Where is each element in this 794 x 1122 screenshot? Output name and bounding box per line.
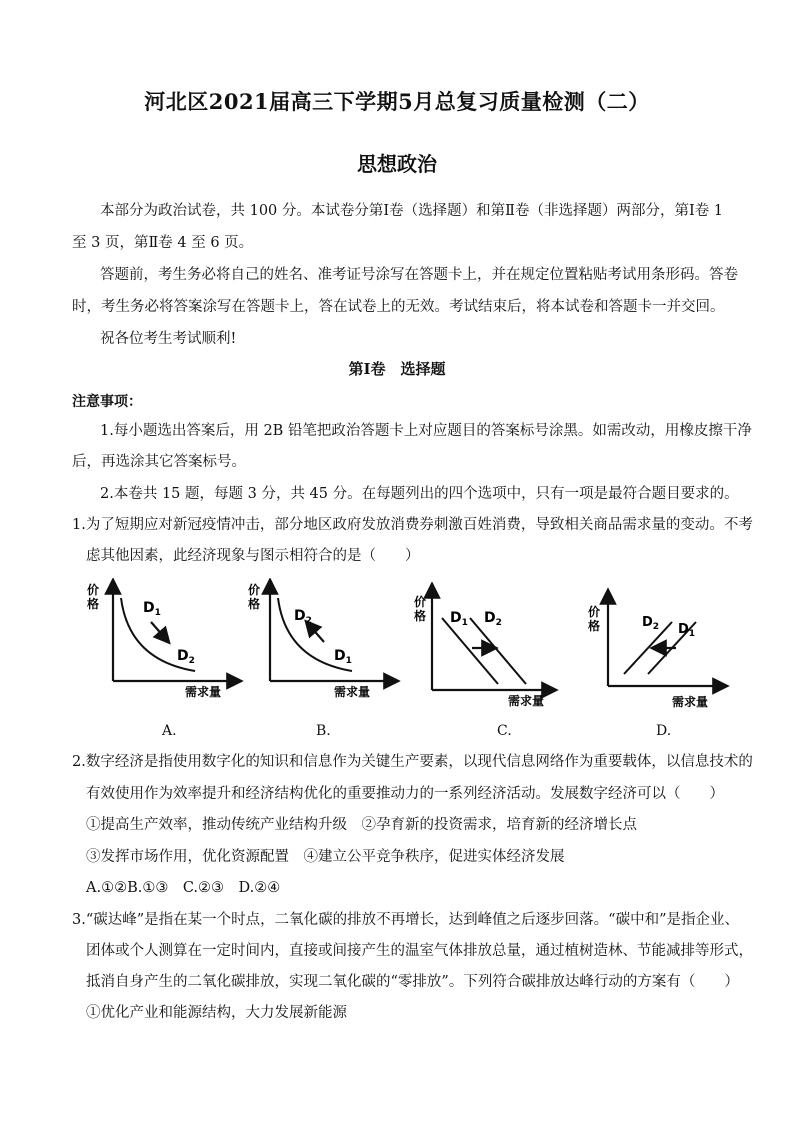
intro-paragraph-1-line-2: 至 3 页，第Ⅱ卷 4 至 6 页。 — [72, 235, 254, 251]
note-2: 2.本卷共 15 题，每题 3 分，共 45 分。在每题列出的四个选项中，只有一项是最符合题目要求的。 — [100, 486, 739, 502]
curve-label-2: $D_1$ — [678, 622, 696, 639]
y-axis-label-bottom: 格 — [414, 609, 427, 623]
curve-label-2: $D_2$ — [484, 610, 502, 628]
exam-title: 河北区2021届高三下学期5月总复习质量检测（二） — [144, 89, 650, 114]
y-axis-label-bottom: 格 — [588, 619, 601, 633]
y-axis-label-top: 价 — [414, 595, 427, 609]
notes-label: 注意事项： — [72, 394, 142, 410]
q3-line-2: 团体或个人测算在一定时间内，直接或间接产生的温室气体排放总量，通过植树造林、节能减排等形式， — [86, 943, 753, 959]
shift-arrow — [151, 622, 165, 638]
graph-b — [242, 578, 412, 698]
q2-options-line-1: ①提高生产效率，推动传统产业结构升级 ②孕育新的投资需求，培育新的经济增长点 — [86, 817, 637, 833]
curve-label-2: $D_1$ — [334, 648, 352, 666]
section-title: 第Ⅰ卷 选择题 — [348, 360, 446, 378]
q2-line-1: 2.数字经济是指使用数字化的知识和信息作为关键生产要素，以现代信息网络作为重要载体，以信息技术的 — [72, 754, 753, 770]
y-axis-label-top: 价 — [588, 605, 601, 619]
q2-choices: A.①②B.①③ C.②③ D.②④ — [86, 880, 281, 896]
q3-line-1: 3.“碳达峰”是指在某一个时点，二氧化碳的排放不再增长，达到峰值之后逐步回落。“碳中和”是指企业、 — [72, 912, 739, 928]
demand-line-1 — [442, 618, 498, 684]
x-axis-label: 需求量 — [185, 685, 222, 698]
graph-a — [85, 578, 255, 698]
graph-b-option: B. — [316, 723, 331, 739]
y-axis-label-bottom: 格 — [248, 597, 261, 611]
x-axis-label: 需求量 — [334, 685, 371, 698]
curve-label-1: $D_1$ — [450, 610, 468, 628]
note-1-line-1: 1.每小题选出答案后，用 2B 铅笔把政治答题卡上对应题目的答案标号涂黑。如需改动，用橡皮擦干净 — [100, 423, 752, 439]
q2-options-line-2: ③发挥市场作用，优化资源配置 ④建立公平竞争秩序，促进实体经济发展 — [86, 849, 565, 865]
q3-option-1: ①优化产业和能源结构，大力发展新能源 — [86, 1005, 347, 1021]
intro-paragraph-2-line-2: 时，考生务必将答案涂写在答题卡上，答在试卷上的无效。考试结束后，将本试卷和答题卡一并交回。 — [72, 299, 725, 315]
note-1-line-2: 后，再选涂其它答案标号。 — [72, 454, 246, 470]
curve-label-2: $D_2$ — [177, 648, 195, 666]
q1-line-2: 虑其他因素，此经济现象与图示相符合的是（ ） — [86, 548, 420, 564]
curve-label-1: $D_1$ — [143, 600, 161, 618]
shift-arrow — [310, 626, 324, 642]
y-axis-label-bottom: 格 — [87, 597, 100, 611]
graph-a-option: A. — [162, 723, 177, 739]
graph-c-option: C. — [497, 723, 512, 739]
y-axis-label-top: 价 — [87, 583, 100, 597]
intro-paragraph-3: 祝各位考生考试顺利! — [100, 331, 237, 347]
intro-paragraph-1-line-1: 本部分为政治试卷，共 100 分。本试卷分第Ⅰ卷（选择题）和第Ⅱ卷（非选择题）两部分，第Ⅰ卷 1 — [100, 203, 724, 219]
curve-label-1: $D_2$ — [642, 615, 660, 632]
q3-line-3: 抵消自身产生的二氧化碳排放，实现二氧化碳的“零排放”。下列符合碳排放达峰行动的方案有（ ） — [86, 974, 739, 990]
graph-c — [410, 582, 560, 707]
subject-title: 思想政治 — [357, 152, 437, 176]
graph-d-option: D. — [656, 723, 672, 739]
curve-label-1: $D_2$ — [294, 608, 312, 626]
q2-line-2: 有效使用作为效率提升和经济结构优化的重要推动力的一系列经济活动。发展数字经济可以（ ） — [86, 786, 724, 802]
y-axis-label-top: 价 — [248, 583, 261, 597]
x-axis-label: 需求量 — [672, 695, 709, 709]
x-axis-label: 需求量 — [508, 694, 545, 707]
intro-paragraph-2-line-1: 答题前，考生务必将自己的姓名、准考证号涂写在答题卡上，并在规定位置粘贴考试用条形码。答卷 — [100, 267, 738, 283]
q1-line-1: 1.为了短期应对新冠疫情冲击，部分地区政府发放消费券刺激百姓消费，导致相关商品需求量的变动。不考 — [72, 517, 753, 533]
graph-d — [586, 586, 736, 716]
